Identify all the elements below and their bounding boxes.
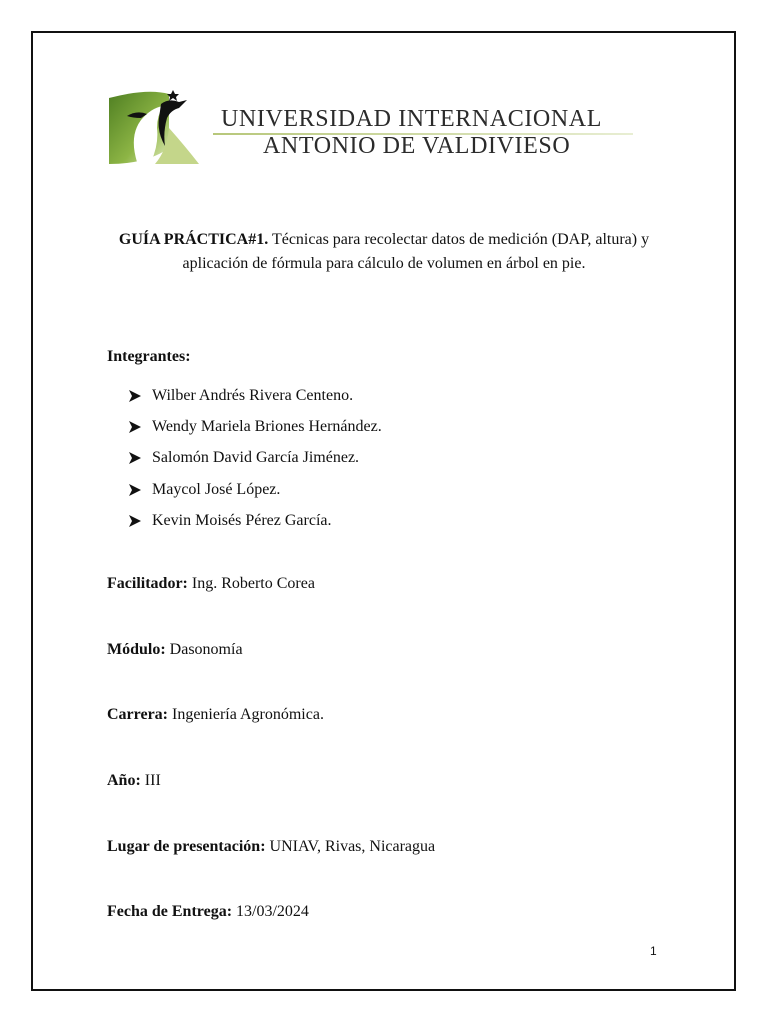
year-field: [107, 772, 161, 790]
document-title-label: GUÍA PRÁCTICA#1.: [118, 231, 269, 248]
due-date-label: Fecha de Entrega:: [107, 903, 233, 920]
module-field: [107, 641, 243, 659]
member-name: Wendy Mariela Briones Hernández.: [152, 418, 382, 436]
module-label: Módulo:: [107, 641, 166, 658]
members-list: [128, 380, 382, 537]
list-item: [128, 443, 382, 474]
member-name: Kevin Moisés Pérez García.: [152, 512, 332, 530]
due-date-value: 13/03/2024: [232, 903, 309, 920]
member-name: Wilber Andrés Rivera Centeno.: [152, 386, 354, 404]
university-name-line1: UNIVERSIDAD INTERNACIONAL: [221, 106, 602, 132]
year-value: III: [140, 772, 161, 789]
facilitator-label: Facilitador:: [107, 575, 188, 592]
arrowhead-bullet-icon: [128, 483, 142, 497]
year-label: Año:: [107, 772, 141, 789]
document-title: [107, 228, 661, 276]
career-value: Ingeniería Agronómica.: [168, 706, 324, 723]
list-item: [128, 380, 382, 411]
arrowhead-bullet-icon: [128, 451, 142, 465]
members-label: Integrantes:: [107, 348, 191, 365]
career-label: Carrera:: [107, 706, 168, 723]
facilitator-field: [107, 575, 315, 593]
facilitator-value: Ing. Roberto Corea: [187, 575, 315, 592]
member-name: Salomón David García Jiménez.: [152, 449, 360, 467]
university-name: [213, 104, 633, 164]
list-item: [128, 506, 382, 537]
members-heading: [107, 348, 191, 366]
place-field: [107, 838, 435, 856]
list-item: [128, 474, 382, 505]
arrowhead-bullet-icon: [128, 420, 142, 434]
uniav-bird-logo-icon: [107, 88, 203, 168]
due-date-field: [107, 903, 309, 921]
module-value: Dasonomía: [165, 641, 243, 658]
arrowhead-bullet-icon: [128, 389, 142, 403]
list-item: [128, 411, 382, 442]
place-value: UNIAV, Rivas, Nicaragua: [265, 838, 436, 855]
arrowhead-bullet-icon: [128, 514, 142, 528]
place-label: Lugar de presentación:: [107, 838, 266, 855]
university-name-line2: ANTONIO DE VALDIVIESO: [263, 133, 571, 159]
member-name: Maycol José López.: [152, 480, 281, 498]
page-number: 1: [650, 944, 657, 958]
career-field: [107, 706, 324, 724]
document-title-text: Técnicas para recolectar datos de medición (DAP, altura) y aplicación de fórmula para cálculo de volumen en árbol en pie.: [182, 231, 650, 272]
